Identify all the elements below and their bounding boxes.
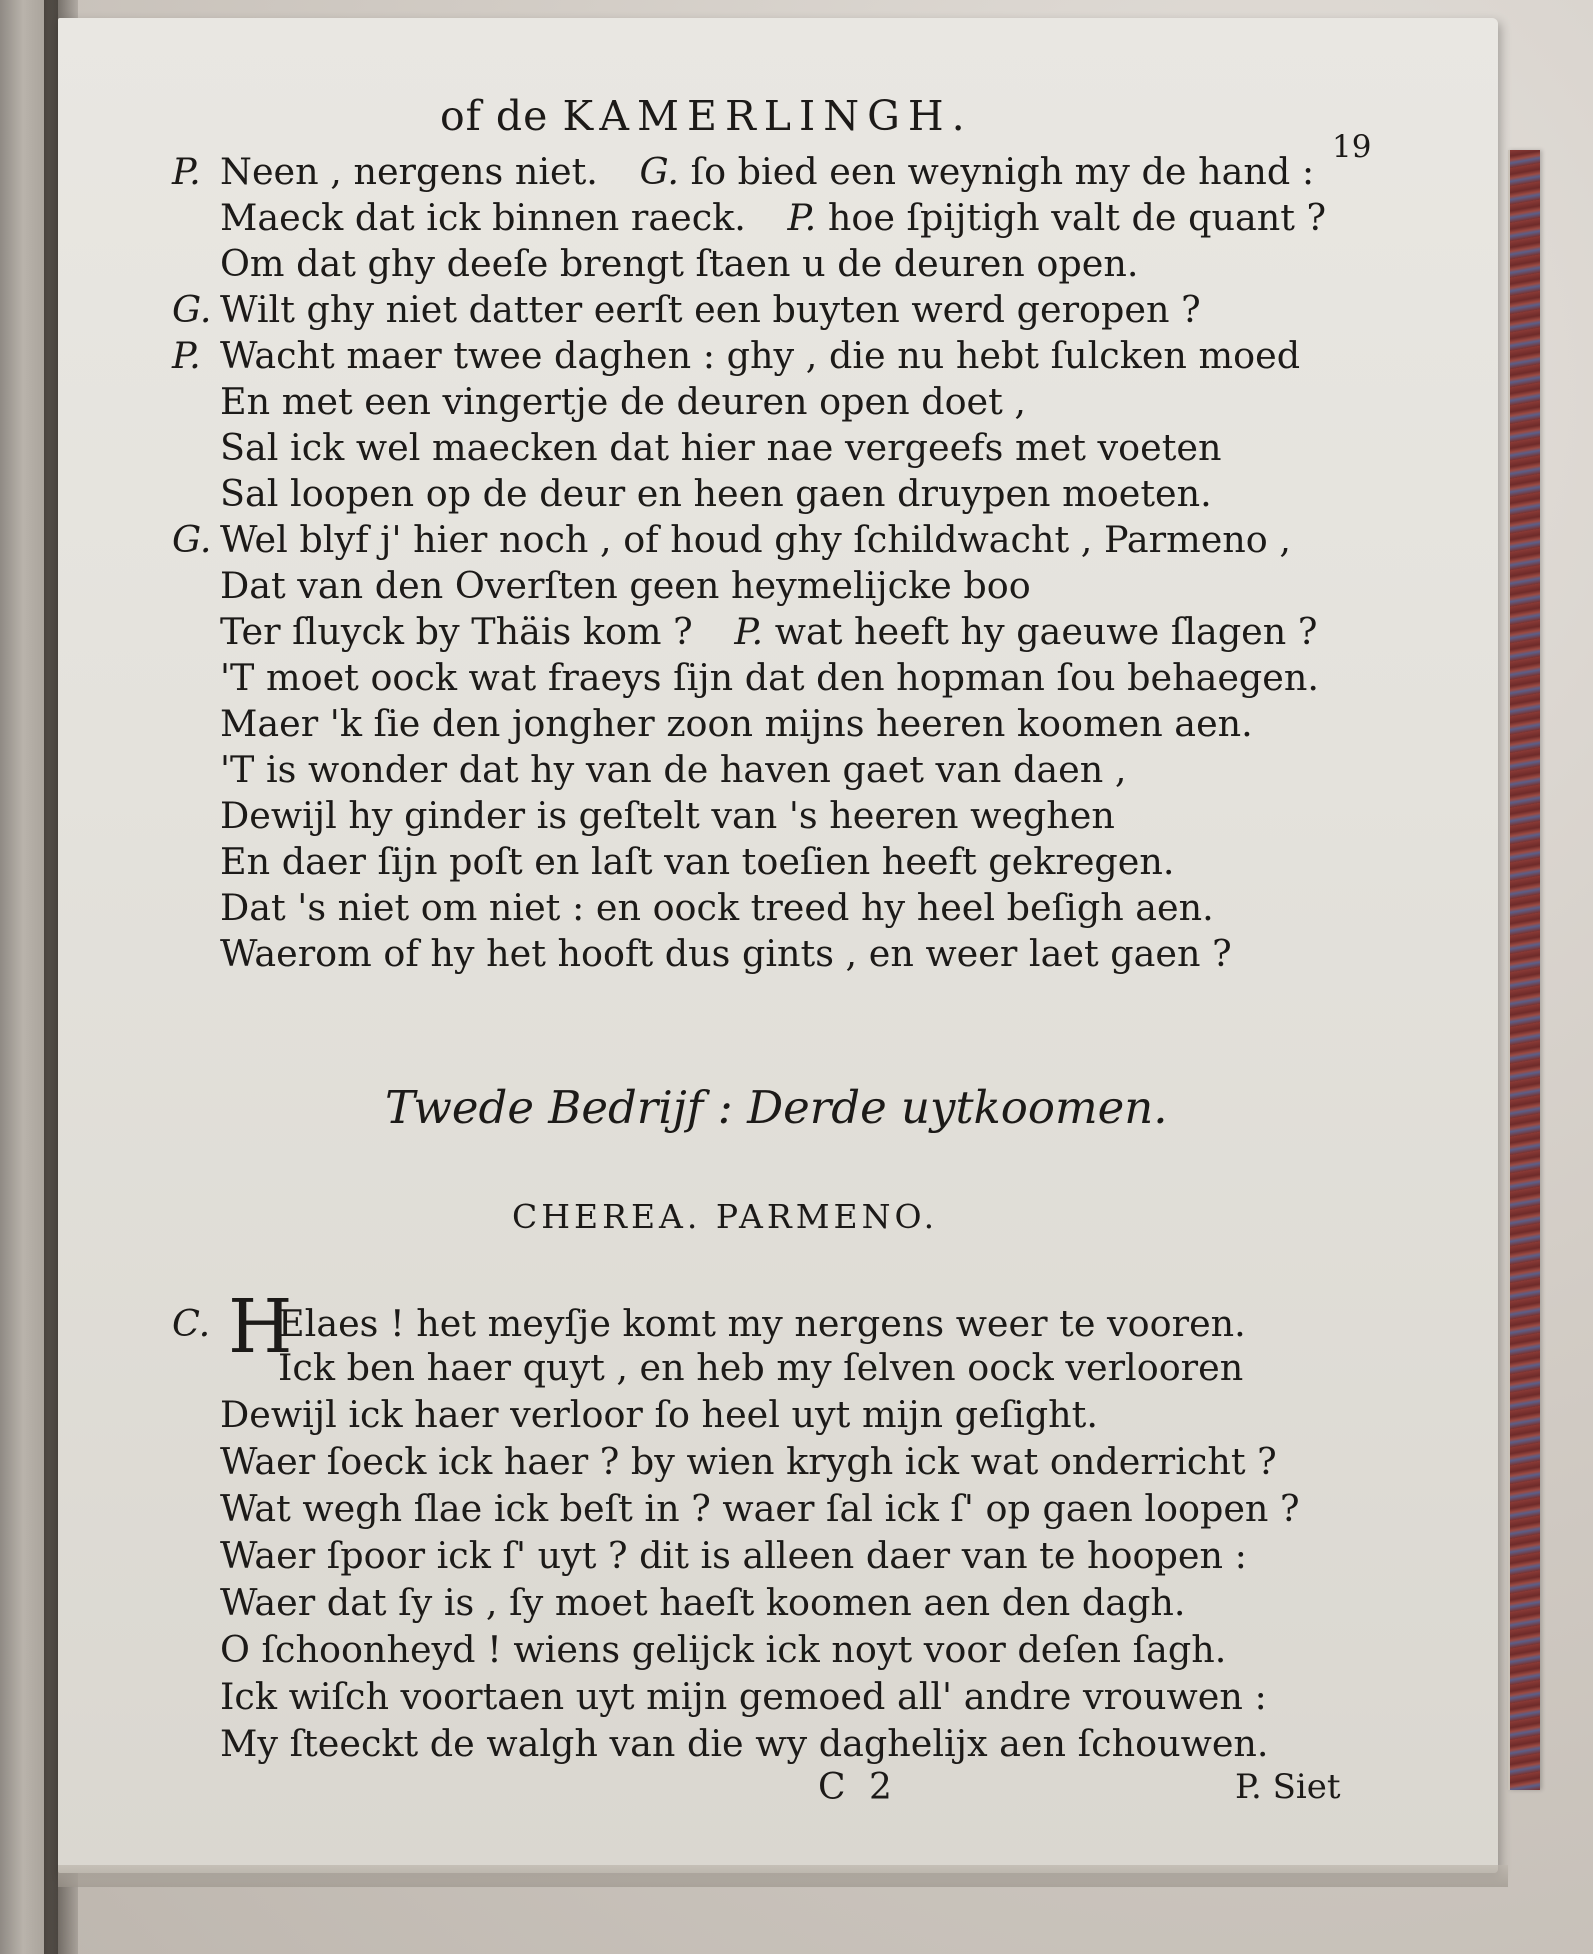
line-text: Elaes ! het meyſje komt my nergens weer te vooren. [278,1302,1246,1345]
verse-line [172,1675,1267,1718]
line-text: Dewijl hy ginder is geſtelt van 's heeren weghen [220,794,1115,837]
running-head [440,92,973,140]
speaker-label: G. [172,288,212,331]
verse-line [172,426,1221,469]
line-text: My ſteeckt de walgh van die wy daghelijx aen ſchouwen. [220,1722,1269,1765]
scene-heading: Twede Bedrijf : Derde uytkoomen. [385,1081,1168,1134]
line-text: Sal loopen op de deur en heen gaen druypen moeten. [220,472,1212,515]
line-text: Waer ſpoor ick ſ' uyt ? dit is alleen daer van te hoopen : [220,1534,1247,1577]
line-text: Wat wegh ſlae ick beſt in ? waer ſal ick ſ' op gaen loopen ? [220,1487,1300,1530]
verse-line [172,1628,1226,1671]
verse-line [172,840,1175,883]
line-text: Waer ſoeck ick haer ? by wien krygh ick wat onderricht ? [220,1440,1277,1483]
verse-line [172,1393,1098,1436]
verse-line [172,1302,1246,1345]
speaker-label: P. [787,196,817,239]
line-text: hoe ſpijtigh valt de quant ? [827,196,1327,239]
verse-line [172,656,1319,699]
line-text: ſo bied een weynigh my de hand : [690,150,1315,193]
line-text: Neen , nergens niet. [220,150,598,193]
line-text: Ter ſluyck by Thäis kom ? [220,610,693,653]
verse-line [172,334,1300,377]
speaker-label: P. [172,334,201,377]
line-text: Waerom of hy het hooft dus gints , en weer laet gaen ? [220,932,1232,975]
running-head-title: KAMERLINGH. [562,92,973,140]
line-text: Dewijl ick haer verloor ſo heel uyt mijn geſight. [220,1393,1098,1436]
signature-mark: C 2 [818,1767,898,1808]
line-text: Dat van den Overſten geen heymelijcke boo [220,564,1031,607]
verse-line [172,794,1115,837]
dramatis-personae: CHEREA. PARMENO. [512,1197,939,1236]
speaker-label: C. [172,1302,211,1345]
verse-line [172,1346,1243,1389]
speaker-label: G. [172,518,212,561]
verse-line [172,150,1314,193]
verse-line [172,518,1291,561]
line-text: Sal ick wel maecken dat hier nae vergeefs met voeten [220,426,1222,469]
line-text: Ick wiſch voortaen uyt mijn gemoed all' andre vrouwen : [220,1675,1267,1718]
line-text: Waer dat ſy is , ſy moet haeſt koomen aen den dagh. [220,1581,1186,1624]
verse-line [172,1487,1300,1530]
verse-line [172,886,1214,929]
speaker-label: G. [639,150,679,193]
drop-cap: H [228,1284,293,1370]
verse-line [172,288,1201,331]
verse-line [172,610,1317,653]
verse-line [172,472,1212,515]
line-text: wat heeft hy gaeuwe ſlagen ? [774,610,1318,653]
line-text: Wacht maer twee daghen : ghy , die nu hebt ſulcken moed [220,334,1301,377]
verse-line [172,748,1126,791]
verse-line [172,702,1253,745]
line-text: Dat 's niet om niet : en oock treed hy heel beſigh aen. [220,886,1214,929]
page-bottom-edge [58,1865,1508,1887]
line-text: Wel blyf j' hier noch , of houd ghy ſchildwacht , Parmeno , [220,518,1291,561]
line-text: Maeck dat ick binnen raeck. [220,196,746,239]
line-text: Om dat ghy deeſe brengt ſtaen u de deuren open. [220,242,1139,285]
verse-line [172,1534,1247,1577]
line-text: O ſchoonheyd ! wiens gelijck ick noyt voor deſen ſagh. [220,1628,1227,1671]
line-text: Maer 'k ſie den jongher zoon mijns heeren koomen aen. [220,702,1253,745]
catchword: P. Siet [1235,1767,1341,1807]
verse-line [172,1581,1185,1624]
speaker-label: P. [734,610,764,653]
page-number: 19 [1332,129,1372,165]
verse-line [172,242,1138,285]
verse-line [172,1440,1277,1483]
speaker-label: P. [172,150,201,193]
line-text: En daer ſijn poſt en laſt van toeſien heeft gekregen. [220,840,1175,883]
verse-line [172,932,1232,975]
line-text: Wilt ghy niet datter eerſt een buyten werd geropen ? [220,288,1201,331]
running-head-prefix: of de [440,92,549,140]
line-text: Ick ben haer quyt , en heb my ſelven oock verlooren [278,1346,1244,1389]
marbled-endpaper [1508,150,1540,1790]
verse-line [172,196,1326,239]
verse-line [172,564,1031,607]
line-text: 'T is wonder dat hy van de haven gaet van daen , [220,748,1127,791]
line-text: En met een vingertje de deuren open doet , [220,380,1027,423]
verse-line [172,1722,1269,1765]
verse-line [172,380,1026,423]
line-text: 'T moet oock wat fraeys ſijn dat den hopman ſou behaegen. [220,656,1320,699]
